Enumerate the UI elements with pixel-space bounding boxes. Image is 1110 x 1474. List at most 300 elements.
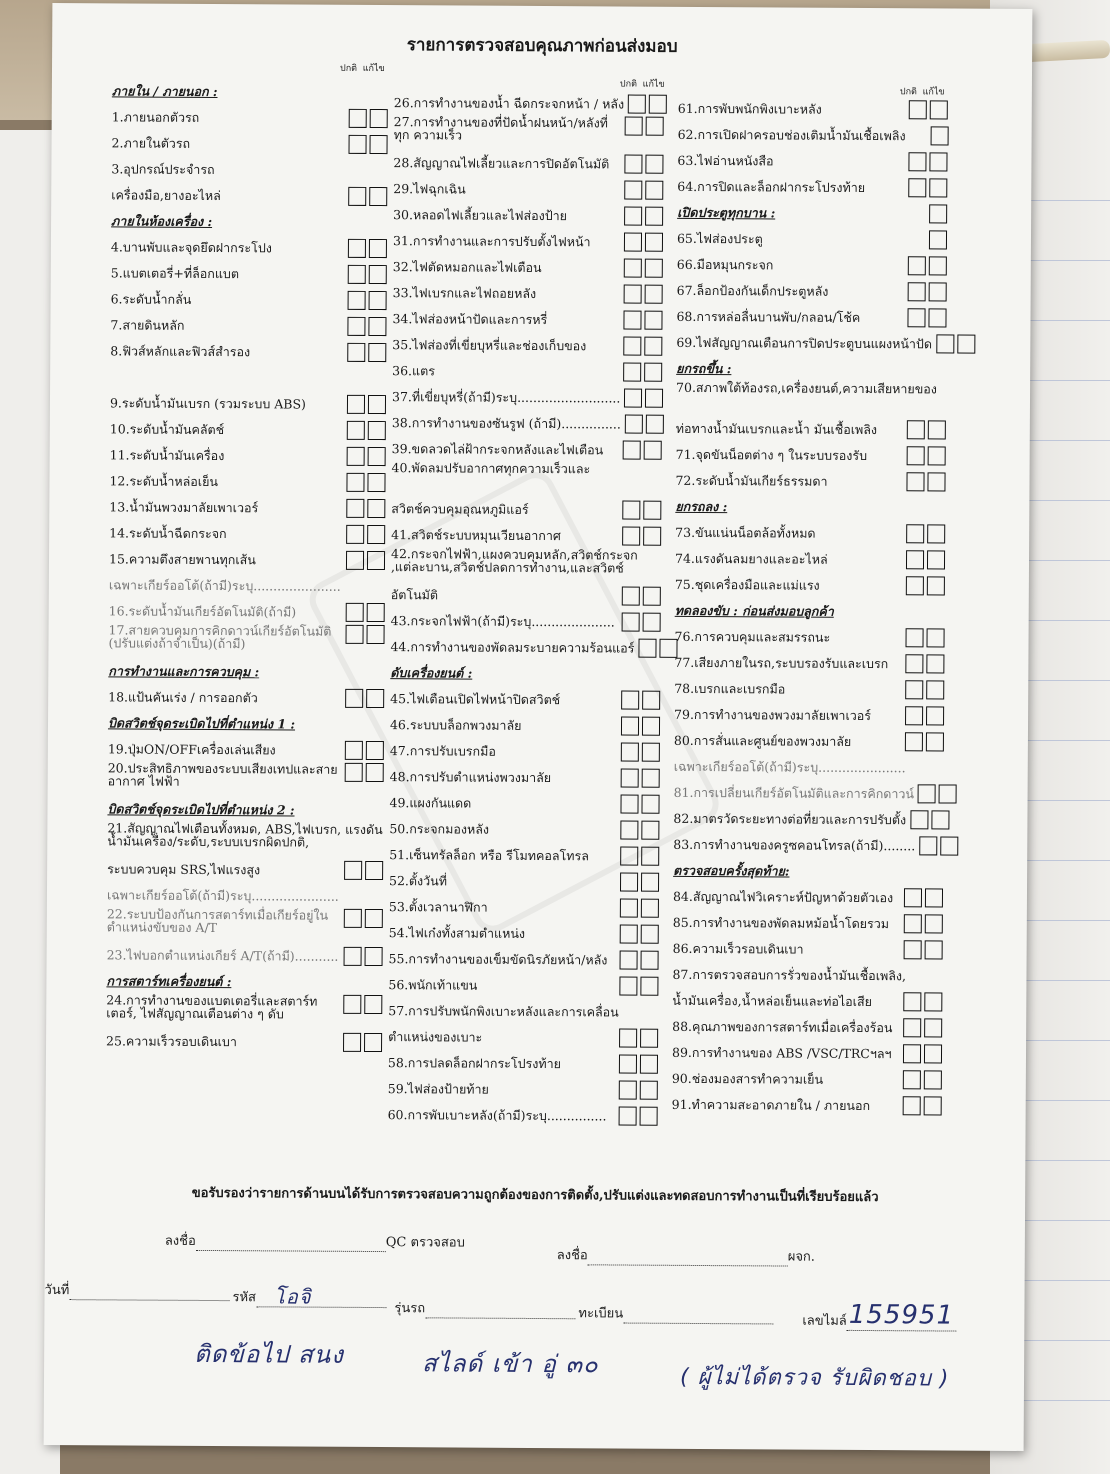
checkbox-fix[interactable] [926, 732, 944, 751]
checkbox-fix[interactable] [645, 284, 663, 303]
checkbox-pair [620, 898, 659, 917]
checkbox-fix[interactable] [368, 394, 386, 413]
qc-signature-field[interactable] [196, 1250, 386, 1252]
checkbox-fix[interactable] [641, 846, 659, 865]
section-header-label: การทำงานและการควบคุม : [108, 662, 260, 679]
checkbox-fix[interactable] [640, 1028, 658, 1047]
checkbox-pair [347, 342, 386, 361]
checkbox-normal[interactable] [347, 342, 365, 361]
checkbox-fix[interactable] [643, 526, 661, 545]
checkbox-normal[interactable] [908, 178, 926, 197]
checkbox-fix[interactable] [646, 117, 664, 136]
checkbox-fix[interactable] [927, 524, 945, 543]
checklist-item-label: 5.แบตเตอรี่+ที่ล็อกแบต [110, 264, 240, 281]
checkbox-fix[interactable] [365, 860, 383, 879]
section-header [111, 207, 387, 235]
checkbox-fix[interactable] [367, 498, 385, 517]
checkbox-fix[interactable] [645, 206, 663, 225]
checkbox-pair [346, 625, 385, 644]
checkbox-fix[interactable] [369, 264, 387, 283]
checkbox-pair [903, 1044, 942, 1063]
checklist-item-label: 13.น้ำมันพวงมาลัยเพาเวอร์ [109, 498, 259, 515]
checklist-item-label: 11.ระดับน้ำมันเครื่อง [109, 446, 225, 463]
checklist-item [107, 881, 383, 909]
checklist-item [393, 279, 663, 307]
checkbox-fix[interactable] [925, 914, 943, 933]
checkbox-fix[interactable] [645, 258, 663, 277]
checkbox-fix[interactable] [369, 186, 387, 205]
checkbox-fix[interactable] [640, 976, 658, 995]
checklist-item [394, 89, 664, 117]
checkbox-normal[interactable] [908, 282, 926, 301]
checklist-item [391, 521, 661, 549]
checkbox-fix[interactable] [642, 768, 660, 787]
checkbox-normal[interactable] [905, 654, 923, 673]
checklist-item [392, 409, 662, 437]
checkbox-normal[interactable] [620, 820, 638, 839]
checkbox-fix[interactable] [931, 810, 949, 829]
checkbox-normal[interactable] [347, 446, 365, 465]
checkbox-pair [622, 586, 661, 605]
checkbox-fix[interactable] [644, 362, 662, 381]
checklist-item [107, 907, 383, 943]
checkbox-fix[interactable] [366, 688, 384, 707]
checkbox-normal[interactable] [623, 362, 641, 381]
checkbox-normal[interactable] [348, 264, 366, 283]
checkbox-normal[interactable] [346, 498, 364, 517]
section-header [675, 597, 945, 625]
checkbox-fix[interactable] [957, 334, 975, 353]
checkbox-normal[interactable] [345, 740, 363, 759]
checkbox-fix[interactable] [925, 888, 943, 907]
checkbox-normal[interactable] [624, 284, 642, 303]
checkbox-fix[interactable] [924, 1044, 942, 1063]
checklist-column-2 [388, 89, 664, 1129]
checkbox-normal[interactable] [346, 472, 364, 491]
checkbox-pair [349, 108, 388, 127]
checkbox-normal[interactable] [621, 690, 639, 709]
checklist-item [672, 1065, 942, 1093]
checkbox-pair [918, 784, 957, 803]
checkbox-fix[interactable] [641, 924, 659, 943]
section-header [108, 709, 384, 737]
checkbox-fix[interactable] [642, 690, 660, 709]
checklist-item-label: 75.ชุดเครื่องมือและแม่แรง [674, 576, 820, 593]
checkbox-normal[interactable] [906, 576, 924, 595]
checkbox-normal[interactable] [620, 794, 638, 813]
checkbox-fix[interactable] [645, 232, 663, 251]
checkbox-normal[interactable] [344, 909, 362, 928]
checkbox-fix[interactable] [366, 740, 384, 759]
checkbox-normal[interactable] [904, 914, 922, 933]
checkbox-normal[interactable] [905, 732, 923, 751]
checkbox-pair [347, 446, 386, 465]
checkbox-normal[interactable] [905, 628, 923, 647]
checkbox-normal[interactable] [622, 612, 640, 631]
checkbox-normal[interactable] [346, 602, 364, 621]
checklist-item-label: 2.ภายในตัวรถ [111, 134, 191, 151]
col2-box-labels: ปกติ แก้ไข [619, 79, 665, 90]
checklist-item [672, 1013, 942, 1041]
checkbox-pair [346, 524, 385, 543]
checkbox-normal[interactable] [907, 446, 925, 465]
checkbox-normal[interactable] [625, 414, 643, 433]
checkbox-normal[interactable] [349, 134, 367, 153]
checklist-item [389, 867, 659, 895]
checkbox-normal[interactable] [348, 238, 366, 257]
checkbox-pair [621, 690, 660, 709]
checkbox-normal[interactable] [619, 1106, 637, 1125]
checkbox-fix[interactable] [367, 602, 385, 621]
checkbox-fix[interactable] [643, 500, 661, 519]
checklist-item [672, 1039, 942, 1067]
checklist-item-label: เครื่องมือ,ยางอะไหล่ [111, 186, 221, 203]
checkbox-normal[interactable] [624, 232, 642, 251]
checklist-item-label: 83.การทำงานของครูซคอนโทรล(ถ้ามี)........ [673, 836, 916, 853]
checkbox-fix[interactable] [370, 134, 388, 153]
checkbox-normal[interactable] [620, 924, 638, 943]
col1-box-labels: ปกติ แก้ไข [339, 63, 385, 75]
checklist-item [391, 495, 661, 523]
checkbox-normal[interactable] [903, 1070, 921, 1089]
checkbox-fix[interactable] [929, 282, 947, 301]
checkbox-normal[interactable] [625, 117, 643, 136]
checkbox-normal[interactable] [621, 742, 639, 761]
checklist-item-label: เฉพาะเกียร์ออโต้(ถ้ามี)ระบุ...................... [673, 758, 906, 775]
checkbox-normal[interactable] [906, 550, 924, 569]
checkbox-normal[interactable] [344, 860, 362, 879]
checkbox-normal[interactable] [620, 950, 638, 969]
checkbox-fix[interactable] [367, 625, 385, 644]
checklist-item [674, 623, 944, 651]
checklist-item [388, 1049, 658, 1077]
checkbox-normal[interactable] [906, 472, 924, 491]
checkbox-normal[interactable] [906, 524, 924, 543]
checkbox-pair [620, 846, 659, 865]
checkbox-fix[interactable] [649, 94, 667, 113]
checkbox-normal[interactable] [348, 186, 366, 205]
checkbox-fix[interactable] [926, 680, 944, 699]
checklist-item [110, 311, 386, 339]
checkbox-normal[interactable] [638, 638, 656, 657]
checkbox-pair [620, 924, 659, 943]
checkbox-normal[interactable] [903, 1044, 921, 1063]
checklist-item [673, 805, 943, 833]
checkbox-fix[interactable] [642, 742, 660, 761]
checklist-item [391, 547, 661, 583]
checkbox-normal[interactable] [903, 1096, 921, 1115]
checkbox-fix[interactable] [928, 446, 946, 465]
checkbox-fix[interactable] [929, 230, 947, 249]
section-header [107, 795, 383, 823]
checkbox-normal[interactable] [347, 394, 365, 413]
checkbox-fix[interactable] [642, 716, 660, 735]
checklist-item [109, 571, 385, 599]
checkbox-normal[interactable] [908, 152, 926, 171]
checkbox-fix[interactable] [368, 420, 386, 439]
checkbox-normal[interactable] [346, 625, 364, 644]
checklist-item [390, 737, 660, 765]
checkbox-fix[interactable] [924, 1018, 942, 1037]
checkbox-fix[interactable] [365, 946, 383, 965]
checkbox-fix[interactable] [924, 1070, 942, 1089]
checklist-item [393, 149, 663, 177]
checkbox-normal[interactable] [905, 680, 923, 699]
checkbox-pair [624, 258, 663, 277]
form-title: รายการตรวจสอบคุณภาพก่อนส่งมอบ [406, 35, 678, 57]
checklist-item-label: 10.ระดับน้ำมันคลัตช์ [109, 420, 225, 437]
checkbox-pair [908, 256, 947, 275]
checklist-item-label: 62.การเปิดฝาครอบช่องเติมน้ำมันเชื้อเพลิง [677, 126, 906, 143]
checklist-item-label: 14.ระดับน้ำฉีดกระจก [109, 524, 227, 541]
checkbox-fix[interactable] [646, 414, 664, 433]
checkbox-normal[interactable] [909, 100, 927, 119]
section-header-label: บิดสวิตช์จุดระเบิดไปที่ตำแหน่ง 2 : [107, 800, 295, 818]
checkbox-normal[interactable] [905, 706, 923, 725]
checkbox-normal[interactable] [619, 1054, 637, 1073]
checkbox-normal[interactable] [624, 154, 642, 173]
checklist-item [389, 841, 659, 869]
checkbox-fix[interactable] [641, 820, 659, 839]
checkbox-normal[interactable] [621, 768, 639, 787]
checkbox-normal[interactable] [624, 206, 642, 225]
checklist-item [390, 633, 660, 661]
checklist-item-label: 42.กระจกไฟฟ้า,แผงควบคุมหลัก,สวิตช์กระจก ,แต่ละบาน,สวิตช์ปลดการทำงาน,และสวิตช์ [390, 546, 638, 576]
checklist-item-label: 41.สวิตช์ระบบหมุนเวียนอากาศ [391, 526, 561, 543]
checkbox-fix[interactable] [939, 784, 957, 803]
checkbox-pair [624, 154, 663, 173]
checkbox-fix[interactable] [641, 950, 659, 969]
checklist-item-label: 22.ระบบป้องกันการสตาร์ทเมื่อเกียร์อยู่ใน ตำแหน่งขับของ A/T [106, 906, 329, 936]
checkbox-fix[interactable] [645, 180, 663, 199]
checkbox-normal[interactable] [620, 898, 638, 917]
checkbox-normal[interactable] [348, 290, 366, 309]
section-header [675, 493, 945, 521]
checkbox-fix[interactable] [931, 126, 949, 145]
checklist-item-label: 34.ไฟส่องหน้าปัดและการหรี่ [392, 310, 548, 327]
checklist-item-label: 67.ล็อกป้องกันเด็กประตูหลัง [676, 282, 829, 299]
checkbox-fix[interactable] [368, 446, 386, 465]
checkbox-normal[interactable] [624, 258, 642, 277]
checkbox-fix[interactable] [367, 550, 385, 569]
checklist-item [393, 201, 663, 229]
checkbox-pair [628, 94, 667, 113]
checklist-item [390, 685, 660, 713]
checkbox-normal[interactable] [623, 440, 641, 459]
checkbox-fix[interactable] [640, 1054, 658, 1073]
checkbox-fix[interactable] [640, 1106, 658, 1125]
checkbox-fix[interactable] [929, 178, 947, 197]
checklist-item-label: 70.สภาพใต้ท้องรถ,เครื่องยนต์,ความเสียหายของ [676, 379, 937, 397]
checkbox-fix[interactable] [645, 388, 663, 407]
checkbox-normal[interactable] [349, 108, 367, 127]
checkbox-pair [620, 950, 659, 969]
checkbox-fix[interactable] [926, 628, 944, 647]
section-header [676, 355, 946, 383]
section-header-label: ยกรถขึ้น : [676, 360, 732, 376]
checkbox-fix[interactable] [924, 1096, 942, 1115]
checkbox-pair [348, 186, 387, 205]
checkbox-normal[interactable] [343, 995, 361, 1014]
checkbox-fix[interactable] [640, 1080, 658, 1099]
checkbox-normal[interactable] [620, 846, 638, 865]
checkbox-pair [906, 472, 945, 491]
checkbox-normal[interactable] [619, 1080, 637, 1099]
checkbox-pair [903, 1018, 942, 1037]
checkbox-fix[interactable] [369, 290, 387, 309]
checkbox-pair [908, 178, 947, 197]
checkbox-normal[interactable] [346, 550, 364, 569]
checkbox-pair [624, 232, 663, 251]
checklist-item-label: 24.การทำงานของแบตเตอรี่และสตาร์ทเตอร์, ไฟสัญญาณเตือนต่าง ๆ ดับ [106, 992, 318, 1022]
checklist-item-label: 19.ปุ่มON/OFFเครื่องเล่นเสียง [107, 740, 276, 757]
checklist-item-label: 15.ความตึงสายพานทุกเส้น [108, 550, 256, 567]
checkbox-pair [904, 914, 943, 933]
checkbox-fix[interactable] [366, 763, 384, 782]
checkbox-fix[interactable] [925, 940, 943, 959]
checkbox-fix[interactable] [928, 420, 946, 439]
checkbox-normal[interactable] [624, 388, 642, 407]
checkbox-fix[interactable] [367, 524, 385, 543]
checkbox-normal[interactable] [622, 500, 640, 519]
checklist-item-label: 89.การทำงานของ ABS /VSC/TRCฯลฯ [671, 1044, 892, 1061]
checkbox-normal[interactable] [621, 716, 639, 735]
checkbox-fix[interactable] [929, 152, 947, 171]
checkbox-normal[interactable] [619, 976, 637, 995]
checkbox-fix[interactable] [643, 586, 661, 605]
checkbox-normal[interactable] [908, 256, 926, 275]
checkbox-fix[interactable] [369, 238, 387, 257]
checkbox-normal[interactable] [346, 524, 364, 543]
checkbox-fix[interactable] [641, 872, 659, 891]
checkbox-normal[interactable] [903, 992, 921, 1011]
checkbox-normal[interactable] [345, 688, 363, 707]
checklist-item-label: 37.ที่เขี่ยบุหรี่(ถ้ามี)ระบุ.......................... [391, 388, 621, 405]
checkbox-fix[interactable] [926, 706, 944, 725]
checkbox-normal[interactable] [343, 1032, 361, 1051]
checkbox-normal[interactable] [624, 180, 642, 199]
checklist-item [108, 761, 384, 797]
checkbox-normal[interactable] [918, 784, 936, 803]
checklist-item [678, 95, 948, 123]
plate-field[interactable] [623, 1323, 773, 1325]
checkbox-fix[interactable] [368, 316, 386, 335]
checkbox-pair [346, 602, 385, 621]
checkbox-normal[interactable] [622, 586, 640, 605]
checkbox-fix[interactable] [365, 909, 383, 928]
checkbox-normal[interactable] [919, 836, 937, 855]
checkbox-normal[interactable] [907, 308, 925, 327]
checkbox-normal[interactable] [623, 310, 641, 329]
section-header-label: บิดสวิตช์จุดระเบิดไปที่ตำแหน่ง 1 : [107, 714, 296, 732]
checkbox-normal[interactable] [936, 334, 954, 353]
checkbox-fix[interactable] [364, 1032, 382, 1051]
checkbox-fix[interactable] [930, 100, 948, 119]
checkbox-fix[interactable] [644, 336, 662, 355]
checkbox-fix[interactable] [643, 612, 661, 631]
checklist-item-label: 87.การตรวจสอบการรั่วของน้ำมันเชื้อเพลิง, [672, 966, 907, 983]
checkbox-fix[interactable] [644, 440, 662, 459]
manager-signature-field[interactable] [588, 1264, 788, 1266]
checklist-item [110, 337, 386, 365]
checkbox-normal[interactable] [619, 1028, 637, 1047]
checkbox-fix[interactable] [927, 550, 945, 569]
checkbox-pair [345, 740, 384, 759]
checklist-item-label: 47.การปรับเบรกมือ [389, 742, 496, 759]
checkbox-normal[interactable] [622, 526, 640, 545]
checkbox-pair [619, 1106, 658, 1125]
checkbox-pair [910, 810, 949, 829]
checkbox-normal[interactable] [345, 763, 363, 782]
checkbox-pair [919, 836, 958, 855]
model-field[interactable] [425, 1317, 575, 1319]
section-header-label: ทดลองขับ : ก่อนส่งมอบลูกค้า [674, 602, 834, 619]
checklist-item [110, 441, 386, 469]
checkbox-normal[interactable] [907, 420, 925, 439]
checkbox-fix[interactable] [929, 256, 947, 275]
checkbox-fix[interactable] [928, 308, 946, 327]
checkbox-fix[interactable] [926, 654, 944, 673]
checklist-item-label: 82.มาตรวัดระยะทางต่อที่ยวและการปรับตั้ง [673, 810, 907, 827]
checkbox-pair [345, 688, 384, 707]
checkbox-normal[interactable] [904, 888, 922, 907]
checkbox-normal[interactable] [904, 940, 922, 959]
section-header [390, 659, 660, 687]
checkbox-pair [624, 206, 663, 225]
checklist-item [107, 941, 383, 969]
checklist-item-label: 71.จุดขันน็อตต่าง ๆ ในระบบรองรับ [675, 446, 868, 463]
checkbox-normal[interactable] [628, 94, 646, 113]
checkbox-normal[interactable] [620, 872, 638, 891]
checkbox-fix[interactable] [368, 342, 386, 361]
checkbox-fix[interactable] [641, 898, 659, 917]
checklist-item [674, 701, 944, 729]
checklist-item-label: 57.การปรับพนักพิงเบาะหลังและการเคลื่อน [388, 1002, 619, 1019]
checkbox-normal[interactable] [623, 336, 641, 355]
checkbox-fix[interactable] [370, 108, 388, 127]
section-header-label: ภายในห้องเครื่อง : [111, 212, 213, 229]
checkbox-fix[interactable] [641, 794, 659, 813]
checkbox-normal[interactable] [347, 420, 365, 439]
checkbox-fix[interactable] [940, 836, 958, 855]
checkbox-pair [905, 680, 944, 699]
checkbox-fix[interactable] [645, 154, 663, 173]
checklist-item-label: 68.การหล่อลื่นบานพับ/กลอน/โช้ค [676, 308, 861, 325]
checkbox-normal[interactable] [903, 1018, 921, 1037]
checklist-item-label: 32.ไฟตัดหมอกและไฟเตือน [392, 258, 542, 275]
checkbox-normal[interactable] [347, 316, 365, 335]
checkbox-fix[interactable] [927, 472, 945, 491]
checklist-column-3 [672, 95, 948, 1119]
checkbox-fix[interactable] [924, 992, 942, 1011]
checkbox-pair [903, 1096, 942, 1115]
checkbox-normal[interactable] [344, 946, 362, 965]
checklist-item-label: 28.สัญญาณไฟเลี้ยวและการปิดอัตโนมัติ [393, 154, 610, 171]
checkbox-fix[interactable] [927, 576, 945, 595]
checklist-item [676, 303, 946, 331]
handwritten-note-3: ( ผู้ไม่ได้ตรวจ รับผิดชอบ ) [679, 1364, 950, 1392]
checklist-item-label: 58.การปลดล็อกฝากระโปรงท้าย [387, 1054, 562, 1071]
date-field[interactable] [69, 1299, 229, 1301]
checkbox-fix[interactable] [929, 204, 947, 223]
checkbox-normal[interactable] [910, 810, 928, 829]
checklist-item-label: 81.การเปลี่ยนเกียร์อัตโนมัติและการคิกดาวน์ [673, 784, 915, 801]
checkbox-fix[interactable] [644, 310, 662, 329]
checkbox-fix[interactable] [364, 995, 382, 1014]
code-handwritten: โอจิ [273, 1284, 312, 1309]
checklist-item [110, 415, 386, 443]
checkbox-fix[interactable] [367, 472, 385, 491]
